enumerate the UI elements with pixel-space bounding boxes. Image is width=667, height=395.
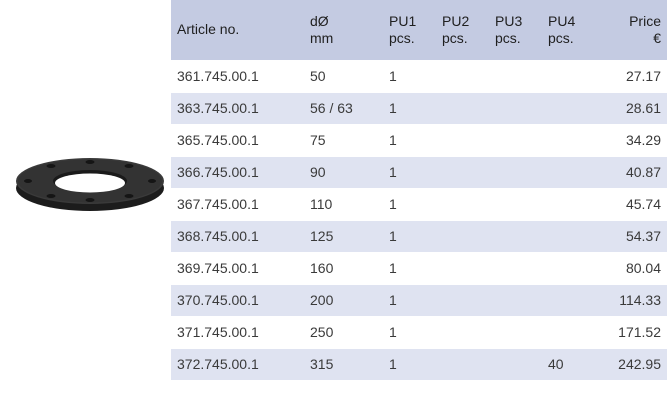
cell-price: 114.33 <box>597 284 667 316</box>
cell-diameter: 90 <box>304 156 383 188</box>
cell-pu4 <box>542 252 597 284</box>
cell-pu1: 1 <box>383 252 436 284</box>
cell-article: 367.745.00.1 <box>171 188 304 220</box>
cell-diameter: 200 <box>304 284 383 316</box>
cell-pu2 <box>436 188 489 220</box>
header-pu4 <box>542 0 597 60</box>
header-pu1 <box>383 0 436 60</box>
cell-pu1: 1 <box>383 284 436 316</box>
cell-diameter: 75 <box>304 124 383 156</box>
cell-article: 370.745.00.1 <box>171 284 304 316</box>
cell-pu1: 1 <box>383 220 436 252</box>
cell-price: 242.95 <box>597 348 667 380</box>
price-table <box>171 0 667 380</box>
cell-diameter: 56 / 63 <box>304 92 383 124</box>
cell-diameter: 50 <box>304 60 383 92</box>
cell-price: 45.74 <box>597 188 667 220</box>
cell-price: 27.17 <box>597 60 667 92</box>
cell-article: 366.745.00.1 <box>171 156 304 188</box>
cell-pu2 <box>436 124 489 156</box>
cell-pu1: 1 <box>383 188 436 220</box>
cell-pu3 <box>489 284 542 316</box>
cell-pu1: 1 <box>383 60 436 92</box>
cell-pu4: 40 <box>542 348 597 380</box>
header-diameter-label: dØ <box>310 12 329 29</box>
table-row <box>171 348 667 380</box>
table-row <box>171 92 667 124</box>
cell-pu2 <box>436 252 489 284</box>
cell-diameter: 110 <box>304 188 383 220</box>
cell-price: 28.61 <box>597 92 667 124</box>
cell-pu3 <box>489 156 542 188</box>
cell-diameter: 125 <box>304 220 383 252</box>
table-row <box>171 188 667 220</box>
cell-diameter: 160 <box>304 252 383 284</box>
cell-article: 363.745.00.1 <box>171 92 304 124</box>
table-row <box>171 220 667 252</box>
table-row <box>171 124 667 156</box>
header-article: Article no. <box>171 0 304 60</box>
cell-article: 372.745.00.1 <box>171 348 304 380</box>
cell-price: 80.04 <box>597 252 667 284</box>
cell-pu3 <box>489 252 542 284</box>
cell-price: 40.87 <box>597 156 667 188</box>
header-pu1-label: PU1 <box>389 12 417 29</box>
cell-pu3 <box>489 348 542 380</box>
table-row <box>171 60 667 92</box>
cell-pu2 <box>436 156 489 188</box>
header-price-label: Price <box>629 12 661 29</box>
header-pu4-unit: pcs. <box>548 29 574 46</box>
table-row <box>171 252 667 284</box>
cell-pu4 <box>542 124 597 156</box>
cell-price: 34.29 <box>597 124 667 156</box>
table-row <box>171 156 667 188</box>
cell-pu1: 1 <box>383 316 436 348</box>
header-pu2-label: PU2 <box>442 12 470 29</box>
header-pu2 <box>436 0 489 60</box>
cell-pu2 <box>436 284 489 316</box>
cell-pu4 <box>542 188 597 220</box>
cell-pu2 <box>436 92 489 124</box>
header-pu3 <box>489 0 542 60</box>
cell-article: 361.745.00.1 <box>171 60 304 92</box>
cell-article: 368.745.00.1 <box>171 220 304 252</box>
cell-diameter: 250 <box>304 316 383 348</box>
cell-pu1: 1 <box>383 348 436 380</box>
cell-pu4 <box>542 284 597 316</box>
header-diameter <box>304 0 383 60</box>
cell-pu3 <box>489 92 542 124</box>
cell-pu3 <box>489 124 542 156</box>
cell-pu2 <box>436 348 489 380</box>
cell-pu3 <box>489 220 542 252</box>
table-header-row <box>171 0 667 60</box>
header-pu3-label: PU3 <box>495 12 523 29</box>
cell-pu1: 1 <box>383 156 436 188</box>
header-price-unit: € <box>653 29 661 46</box>
header-pu1-unit: pcs. <box>389 29 415 46</box>
cell-article: 365.745.00.1 <box>171 124 304 156</box>
cell-pu3 <box>489 316 542 348</box>
cell-pu4 <box>542 156 597 188</box>
cell-article: 369.745.00.1 <box>171 252 304 284</box>
cell-diameter: 315 <box>304 348 383 380</box>
cell-pu1: 1 <box>383 124 436 156</box>
cell-pu2 <box>436 60 489 92</box>
flange-ring-icon <box>14 152 166 214</box>
cell-pu4 <box>542 92 597 124</box>
header-pu4-label: PU4 <box>548 12 576 29</box>
header-pu2-unit: pcs. <box>442 29 468 46</box>
header-pu3-unit: pcs. <box>495 29 521 46</box>
cell-pu4 <box>542 60 597 92</box>
header-price <box>597 0 667 60</box>
table-row <box>171 284 667 316</box>
table-row <box>171 316 667 348</box>
cell-pu3 <box>489 60 542 92</box>
cell-pu4 <box>542 220 597 252</box>
cell-price: 171.52 <box>597 316 667 348</box>
cell-pu2 <box>436 220 489 252</box>
header-diameter-unit: mm <box>310 29 334 46</box>
cell-article: 371.745.00.1 <box>171 316 304 348</box>
cell-pu4 <box>542 316 597 348</box>
cell-pu1: 1 <box>383 92 436 124</box>
cell-price: 54.37 <box>597 220 667 252</box>
cell-pu2 <box>436 316 489 348</box>
cell-pu3 <box>489 188 542 220</box>
